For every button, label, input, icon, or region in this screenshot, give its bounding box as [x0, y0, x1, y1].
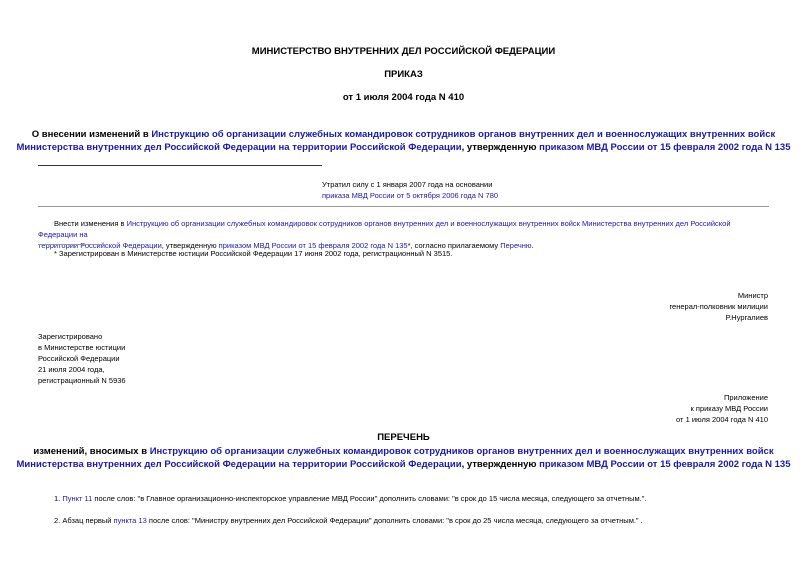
body-instruction-link[interactable]: Инструкцию об организации служебных командировок сотрудников органов внутренних дел и военнослужащих внутренних войск Министерства внутренних дел Российской Федерации на [38, 219, 731, 239]
doc-date: от 1 июля 2004 года N 410 [342, 92, 465, 103]
item-1-link[interactable]: Пункт 11 [62, 494, 93, 503]
title-instruction-link-cont[interactable]: Министерства внутренних дел Российской Федерации на территории Российской Федерации [16, 142, 462, 153]
registration-block: Зарегистрировано в Министерстве юстиции Российской Федерации 21 июля 2004 года, регистрационный N 5936 [38, 332, 126, 385]
ministry-title: МИНИСТЕРСТВО ВНУТРЕННИХ ДЕЛ РОССИЙСКОЙ ФЕДЕРАЦИИ [251, 46, 556, 57]
body-paragraph: Внести изменения в Инструкцию об организации служебных командировок сотрудников органов внутренних дел и военнослужащих внутренних войск Министерства внутренних дел Российской Федерации на территории Российской Федерации, утвержденную приказом МВД России от 15 февраля 2002 года N 135*, согласно прилагаемому Перечню. [38, 219, 731, 250]
list-heading: ПЕРЕЧЕНЬ [377, 432, 430, 443]
title-order-link[interactable]: приказом МВД России от 15 февраля 2002 года N 135 [539, 142, 791, 153]
list-item-1: 1. Пункт 11 после слов: "в Главное организационно-инспекторское управление МВД России" дополнить словами: "в срок до 15 числа месяца, следующего за отчетным.". [54, 494, 647, 503]
list-title: изменений, вносимых в Инструкцию об организации служебных командировок сотрудников органов внутренних дел и военнослужащих внутренних войск Министерства внутренних дел Российской Федерации на территории Российской Федерации, утвержденную приказом МВД России от 15 февраля 2002 года N 135 [16, 446, 791, 470]
item-2-link[interactable]: пункта 13 [113, 516, 147, 525]
signature-block: Министр генерал-полковник милиции Р.Нургалиев [669, 291, 768, 322]
doc-type: ПРИКАЗ [384, 69, 423, 80]
list-item-2: 2. Абзац первый пункта 13 после слов: "Министру внутренних дел Российской Федерации" дополнить словами: "в срок до 25 числа месяца, следующего за отчетным." . [54, 516, 643, 525]
body-instruction-link-cont[interactable]: территории Российской Федерации [38, 241, 162, 250]
status-divider [38, 206, 769, 207]
body-order-link[interactable]: приказом МВД России от 15 февраля 2002 года N 135 [218, 241, 408, 250]
appendix-block: Приложение к приказу МВД России от 1 июля 2004 года N 410 [676, 393, 768, 424]
list-instruction-link-cont[interactable]: Министерства внутренних дел Российской Федерации на территории Российской Федерации [16, 459, 462, 470]
title-instruction-link[interactable]: Инструкцию об организации служебных командировок сотрудников органов внутренних дел и военнослужащих внутренних войск [151, 129, 776, 140]
body-list-link[interactable]: Перечню [500, 241, 532, 250]
order-title: О внесении изменений в Инструкцию об организации служебных командировок сотрудников органов внутренних дел и военнослужащих внутренних войск Министерства внутренних дел Российской Федерации на территории Российской Федерации, утвержденную приказом МВД России от 15 февраля 2002 года N 135 [16, 129, 791, 153]
list-instruction-link[interactable]: Инструкцию об организации служебных командировок сотрудников органов внутренних дел и военнослужащих внутренних войск [149, 446, 774, 457]
list-order-link[interactable]: приказом МВД России от 15 февраля 2002 года N 135 [539, 459, 791, 470]
status-link[interactable]: приказа МВД России от 5 октября 2006 года N 780 [322, 191, 499, 200]
status-note: Утратил силу с 1 января 2007 года на основании [322, 180, 493, 189]
footnote: * Зарегистрирован в Министерстве юстиции Российской Федерации 17 июня 2002 года, регистрационный N 3515. [54, 249, 453, 258]
footnote-divider [38, 244, 104, 245]
title-divider [38, 165, 322, 166]
